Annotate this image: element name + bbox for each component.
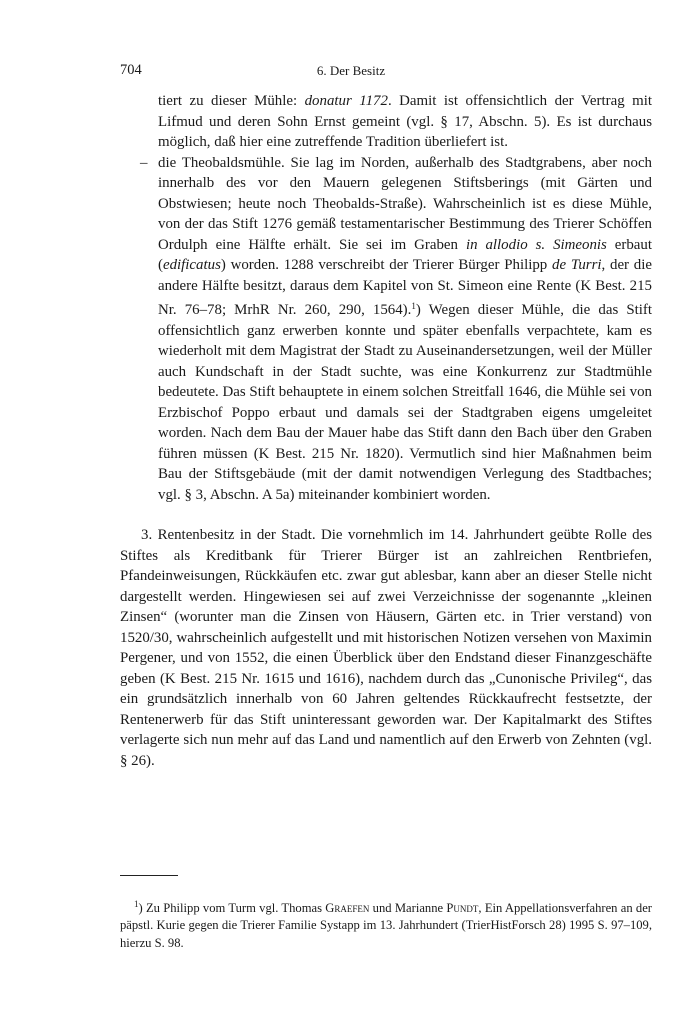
paragraph-rentenbesitz: 3. Rentenbesitz in der Stadt. Die vornehmlich im 14. Jahrhundert geübte Rolle des Stiftes als Kreditbank für Trierer Bürger ist an zahlreichen Rentbriefen, Pfandeinweisungen, Rückkäufen etc. zwar gut ablesbar, kann aber an dieser Stelle nicht dargestellt werden. Hingewiesen sei auf zwei Verzeichnisse der sogenannte „kleinen Zinsen“ (worunter man die Zinsen von Häusern, Gärten etc. in Trier verstand) von 1520/30, wahrscheinlich aufgestellt und mit historischen Notizen versehen von Maximin Pergener, und von 1552, die einen Überblick über den Endstand dieser Finanzgeschäfte geben (K Best. 215 Nr. 1615 und 1616), nachdem durch das „Cunonische Privileg“, das ein grundsätzlich innerhalb von 60 Jahren geltendes Rückkaufrecht festsetzte, der Rentenerwerb für das Stift uninteressant geworden war. Der Kapitalmarkt des Stiftes verlagerte sich nun mehr auf das Land und namentlich auf den Erwerb von Zehnten (vgl. § 26). <box>120 527 652 769</box>
page-header <box>120 62 582 82</box>
text-run: ) Wegen dieser Mühle, die das Stift offensichtlich ganz erwerben konnte und später ebenfalls verpachtete, kam es wiederholt mit dem Magistrat der Stadt zu Auseinandersetzungen, weil der Müller auch Kundschaft in der Stadt suchte, was eine Konkurrenz zur Stadtmühle bedeutete. Das Stift behauptete in einem solchen Streitfall 1646, die Mühle sei von Erzbischof Poppo erbaut und damals sei der Stadtgraben eigens umgeleitet worden. Nach dem Bau der Mauer habe das Stift dann den Bach über den Graben führen müssen (K Best. 215 Nr. 1820). Vermutlich sind hier Maßnahmen beim Bau der Stiftsgebäude (mit der damit notwendigen Verlegung des Stadtbaches; vgl. § 3, Abschn. A 5a) miteinander kombiniert worden. <box>158 302 652 503</box>
footnote-reference[interactable]: 1 <box>411 301 416 311</box>
footnote-marker: 1 <box>134 898 139 909</box>
text-run: und Marianne <box>369 900 447 915</box>
text-run: , der die andere Hälfte besitzt, daraus dem Kapitel von St. Simeon eine Rente (K Best. 215 Nr. 76–78; MrhR Nr. 260, 290, 1564). <box>158 257 652 318</box>
text-run: . Damit ist offensichtlich der Vertrag mit Lifmud und deren Sohn Ernst gemeint (vgl. § 17, Abschn. 5). Es ist durchaus möglich, daß hier eine zutreffende Tradition überliefert ist. <box>158 93 652 150</box>
paragraph-continuation <box>120 91 652 153</box>
italic-text: in allodio s. Simeonis <box>465 236 607 253</box>
dash-bullet: – <box>140 154 148 171</box>
italic-text: donatur 1172 <box>304 93 388 109</box>
text-run: tiert zu dieser Mühle: <box>158 93 305 109</box>
page-number: 704 <box>120 62 142 78</box>
author-name: Pundt <box>446 900 479 915</box>
author-name: Graefen <box>325 900 370 915</box>
text-run: , Ein Appellationsverfahren an der päpstl. Kurie gegen die Trierer Familie Systapp im 13. Jahrhundert (TrierHistForsch 28) 1995 S. 97–109, hierzu S. 98. <box>120 900 652 950</box>
main-text <box>120 91 652 771</box>
italic-text: de Turri <box>552 257 602 273</box>
running-head: 6. Der Besitz <box>316 63 386 78</box>
text-run: ) Zu Philipp vom Turm vgl. Thomas <box>138 900 326 915</box>
paragraph-gap <box>120 505 652 525</box>
footnote-divider <box>120 875 178 876</box>
text-run: ) worden. 1288 verschreibt der Trierer Bürger Philipp <box>220 257 553 273</box>
footnote <box>120 896 652 953</box>
italic-text: edificatus <box>162 257 221 273</box>
text-run: die Theobaldsmühle. Sie lag im Norden, außerhalb des Stadtgrabens, aber noch innerhalb des vor den Mauern gelegenen Stiftsberings (mit Gärten und Obstwiesen; heute noch Theobalds-Straße). Wahrscheinlich ist es diese Mühle, von der das Stift 1276 gemäß testamentarischer Bestimmung des Trierer Schöffen Ordulph eine Hälfte erhält. Sie sei im Graben <box>158 154 652 253</box>
list-item-theobaldsmuehle <box>120 153 652 506</box>
text-run: erbaut ( <box>158 236 652 273</box>
